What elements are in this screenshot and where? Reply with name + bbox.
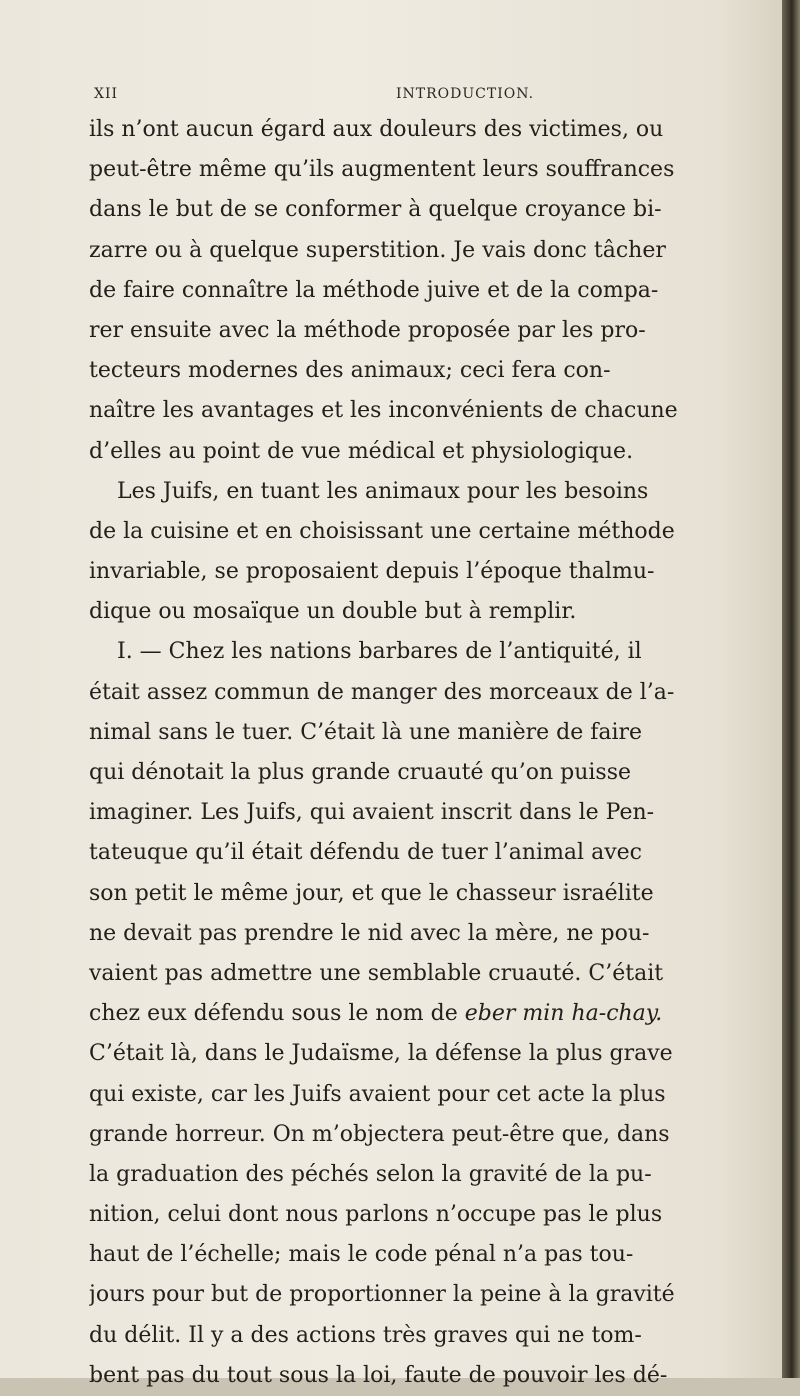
text-line: C’était là, dans le Judaïsme, la défense la plus grave — [89, 1041, 673, 1067]
text-line: grande horreur. On m’objectera peut-être que, dans — [89, 1121, 670, 1147]
text-line: invariable, se proposaient depuis l’époque thalmu- — [89, 559, 655, 585]
text-line: qui dénotait la plus grande cruauté qu’on puisse — [89, 760, 632, 785]
page-number: XII — [94, 86, 119, 102]
text-line: vaient pas admettre une semblable cruauté. C’était — [89, 960, 664, 986]
hebrew-term: eber min ha-chay. — [464, 1001, 663, 1027]
text-line: qui existe, car les Juifs avaient pour cet acte la plus — [89, 1081, 666, 1107]
line-text: chez eux défendu sous le nom de — [89, 1001, 458, 1027]
text-line: tateuque qu’il était défendu de tuer l’animal avec — [89, 840, 642, 866]
text-line: dans le but de se conformer à quelque croyance bi- — [89, 197, 662, 223]
text-line: zarre ou à quelque superstition. Je vais donc tâcher — [89, 237, 666, 263]
text-line: peut-être même qu’ils augmentent leurs souffrances — [89, 157, 675, 183]
text-line: jours pour but de proportionner la peine à la gravité — [89, 1282, 675, 1308]
text-line: la graduation des péchés selon la gravité de la pu- — [89, 1161, 652, 1187]
body-text — [89, 110, 769, 1396]
text-line: de faire connaître la méthode juive et de la compa- — [89, 277, 659, 303]
paragraph-start-line: Les Juifs, en tuant les animaux pour les besoins — [117, 478, 649, 504]
text-line: bent pas du tout sous la loi, faute de pouvoir les dé- — [89, 1362, 668, 1388]
text-line: son petit le même jour, et que le chasseur israélite — [89, 880, 654, 906]
text-line: ils n’ont aucun égard aux douleurs des victimes, ou — [89, 117, 664, 142]
text-line: haut de l’échelle; mais le code pénal n’a pas tou- — [89, 1242, 634, 1268]
text-line: naître les avantages et les inconvénients de chacune — [89, 398, 678, 424]
section-start-line: I. — Chez les nations barbares de l’antiquité, il — [117, 639, 642, 665]
text-line: d’elles au point de vue médical et physiologique. — [89, 438, 634, 464]
text-line: tecteurs modernes des animaux; ceci fera con- — [89, 358, 611, 384]
text-line: nition, celui dont nous parlons n’occupe pas le plus — [89, 1202, 663, 1228]
text-line: du délit. Il y a des actions très graves qui ne tom- — [89, 1322, 642, 1348]
text-line: ne devait pas prendre le nid avec la mère, ne pou- — [89, 920, 650, 946]
page-header — [94, 86, 754, 110]
text-line-with-italic — [89, 994, 769, 1034]
text-line: rer ensuite avec la méthode proposée par les pro- — [89, 317, 646, 343]
text-line: nimal sans le tuer. C’était là une manière de faire — [89, 719, 643, 745]
book-spine-edge — [782, 0, 800, 1378]
text-line: dique ou mosaïque un double but à remplir. — [89, 599, 577, 625]
running-head: INTRODUCTION. — [396, 86, 535, 102]
text-line: de la cuisine et en choisissant une certaine méthode — [89, 518, 675, 544]
text-line: était assez commun de manger des morceaux de l’a- — [89, 679, 675, 705]
text-line: imaginer. Les Juifs, qui avaient inscrit dans le Pen- — [89, 800, 655, 826]
